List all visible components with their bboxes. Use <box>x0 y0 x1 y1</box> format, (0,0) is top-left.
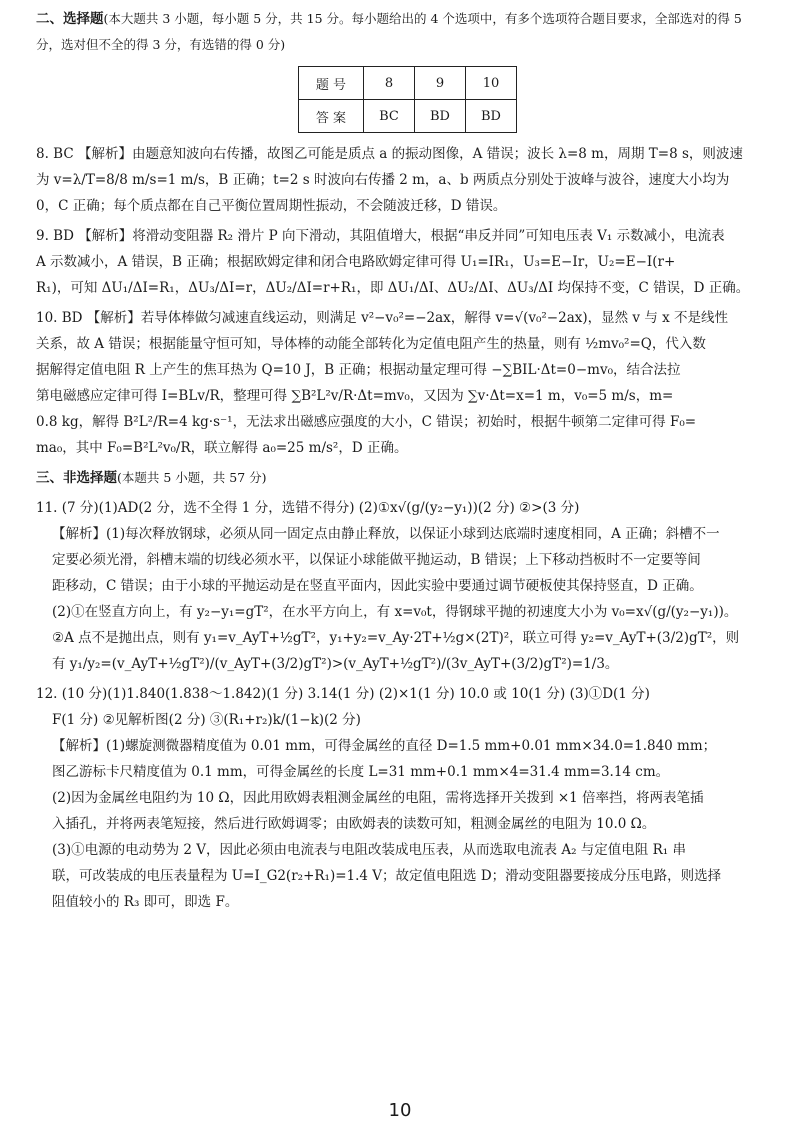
table-cell: 9 <box>415 67 466 100</box>
q8-line: 为 v=λ/T=8/8 m/s=1 m/s，B 正确；t=2 s 时波向右传播 2 m，a、b 两质点分别处于波峰与波谷，速度大小均为 <box>36 172 730 188</box>
q11-line: 距移动，C 错误；由于小球的平抛运动是在竖直平面内，因此实验中要通过调节硬板使其保持竖直，D 正确。 <box>52 578 703 594</box>
q8-line: 0，C 正确；每个质点都在自己平衡位置周期性振动，不会随波迁移，D 错误。 <box>36 198 507 214</box>
q11-line: (2)①在竖直方向上，有 y₂−y₁=gT²，在水平方向上，有 x=v₀t，得钢球平抛的初速度大小为 v₀=x√(g/(y₂−y₁))。 <box>52 604 738 620</box>
q10-line: 0.8 kg，解得 B²L²/R=4 kg·s⁻¹，无法求出磁感应强度的大小，C 错误；初始时，根据牛顿第二定律可得 F₀= <box>36 414 697 430</box>
section-title: 三、非选择题 <box>36 470 117 486</box>
q8-line: 8. BC 【解析】由题意知波向右传播，故图乙可能是质点 a 的振动图像，A 错误；波长 λ=8 m，周期 T=8 s，则波速 <box>36 146 743 162</box>
q9-line: R₁)，可知 ΔU₁/ΔI=R₁，ΔU₃/ΔI=r，ΔU₂/ΔI=r+R₁，即 ΔU₁/ΔI、ΔU₂/ΔI、ΔU₃/ΔI 均保持不变，C 错误，D 正确。 <box>36 280 750 296</box>
table-cell: BD <box>415 100 466 133</box>
q12-line: 阻值较小的 R₃ 即可，即选 F。 <box>52 894 239 910</box>
q10-line: ma₀，其中 F₀=B²L²v₀/R，联立解得 a₀=25 m/s²，D 正确。 <box>36 440 408 456</box>
q11-line: 定要必须光滑，斜槽末端的切线必须水平，以保证小球能做平抛运动，B 错误；上下移动挡板时不一定要等间 <box>52 552 701 568</box>
q10-line: 关系，故 A 错误；根据能量守恒可知，导体棒的动能全部转化为定值电阻产生的热量，则有 ½mv₀²=Q，代入数 <box>36 336 706 352</box>
q11-line: 【解析】(1)每次释放钢球，必须从同一固定点由静止释放，以保证小球到达底端时速度相同，A 正确；斜槽不一 <box>52 526 720 542</box>
q12-line: (2)因为金属丝电阻约为 10 Ω，因此用欧姆表粗测金属丝的电阻，需将选择开关拨到 ×1 倍率挡，将两表笔插 <box>52 790 704 806</box>
q12-line: 12. (10 分)(1)1.840(1.838～1.842)(1 分) 3.14(1 分) (2)×1(1 分) 10.0 或 10(1 分) (3)①D(1 分) <box>36 686 650 702</box>
q11-line: 有 y₁/y₂=(v_AyT+½gT²)/(v_AyT+(3/2)gT²)>(v_AyT+½gT²)/(3v_AyT+(3/2)gT²)=1/3。 <box>52 656 619 672</box>
section-note: (本题共 5 小题，共 57 分) <box>117 470 267 485</box>
q10-line: 据解得定值电阻 R 上产生的焦耳热为 Q=10 J，B 正确；根据动量定理可得 −∑BIL·Δt=0−mv₀，结合法拉 <box>36 362 681 378</box>
table-row <box>299 67 517 100</box>
table-cell: 8 <box>364 67 415 100</box>
q12-line: 图乙游标卡尺精度值为 0.1 mm，可得金属丝的长度 L=31 mm+0.1 mm×4=31.4 mm=3.14 cm。 <box>52 764 670 780</box>
section-3-heading <box>36 465 766 491</box>
answer-table <box>298 66 517 133</box>
q12-line: F(1 分) ②见解析图(2 分) ③(R₁+r₂)k/(1−k)(2 分) <box>52 712 361 728</box>
q9-line: A 示数减小，A 错误，B 正确；根据欧姆定律和闭合电路欧姆定律可得 U₁=IR₁，U₃=E−Ir，U₂=E−I(r+ <box>36 254 676 270</box>
table-cell: 答 案 <box>299 100 364 133</box>
q12-line: 入插孔，并将两表笔短接，然后进行欧姆调零；由欧姆表的读数可知，粗测金属丝的电阻为 10.0 Ω。 <box>52 816 656 832</box>
section-note: (本大题共 3 小题，每小题 5 分，共 15 分。每小题给出的 4 个选项中，有多个选项符合题目要求，全部选对的得 5 分，选对但不全的得 3 分，有选错的得 0 分) <box>36 11 742 52</box>
q12-line: (3)①电源的电动势为 2 V，因此必须由电流表与电阻改装成电压表，从而选取电流表 A₂ 与定值电阻 R₁ 串 <box>52 842 686 858</box>
table-cell: 10 <box>466 67 517 100</box>
section-title: 二、选择题 <box>36 11 104 27</box>
q12-line: 联，可改装成的电压表量程为 U=I_G2(r₂+R₁)=1.4 V；故定值电阻选 D；滑动变阻器要接成分压电路，则选择 <box>52 868 722 884</box>
table-row <box>299 100 517 133</box>
table-cell: BC <box>364 100 415 133</box>
page-content <box>36 6 766 915</box>
q10-line: 10. BD 【解析】若导体棒做匀减速直线运动，则满足 v²−v₀²=−2ax，解得 v=√(v₀²−2ax)，显然 v 与 x 不是线性 <box>36 310 729 326</box>
page-number: 10 <box>388 1100 412 1121</box>
q10-line: 第电磁感应定律可得 I=BLv/R，整理可得 ∑B²L²v/R·Δt=mv₀，又因为 ∑v·Δt=x=1 m，v₀=5 m/s，m= <box>36 388 674 404</box>
section-2-heading <box>36 6 766 58</box>
q11-line: 11. (7 分)(1)AD(2 分，选不全得 1 分，选错不得分) (2)①x√(g/(y₂−y₁))(2 分) ②>(3 分) <box>36 500 580 516</box>
q11-line: ②A 点不是抛出点，则有 y₁=v_AyT+½gT²，y₁+y₂=v_Ay·2T+½g×(2T)²，联立可得 y₂=v_AyT+(3/2)gT²，则 <box>52 630 740 646</box>
q9-line: 9. BD 【解析】将滑动变阻器 R₂ 滑片 P 向下滑动，其阻值增大，根据“串反并同”可知电压表 V₁ 示数减小，电流表 <box>36 228 725 244</box>
table-cell: 题 号 <box>299 67 364 100</box>
table-cell: BD <box>466 100 517 133</box>
q12-line: 【解析】(1)螺旋测微器精度值为 0.01 mm，可得金属丝的直径 D=1.5 mm+0.01 mm×34.0=1.840 mm； <box>52 738 717 754</box>
